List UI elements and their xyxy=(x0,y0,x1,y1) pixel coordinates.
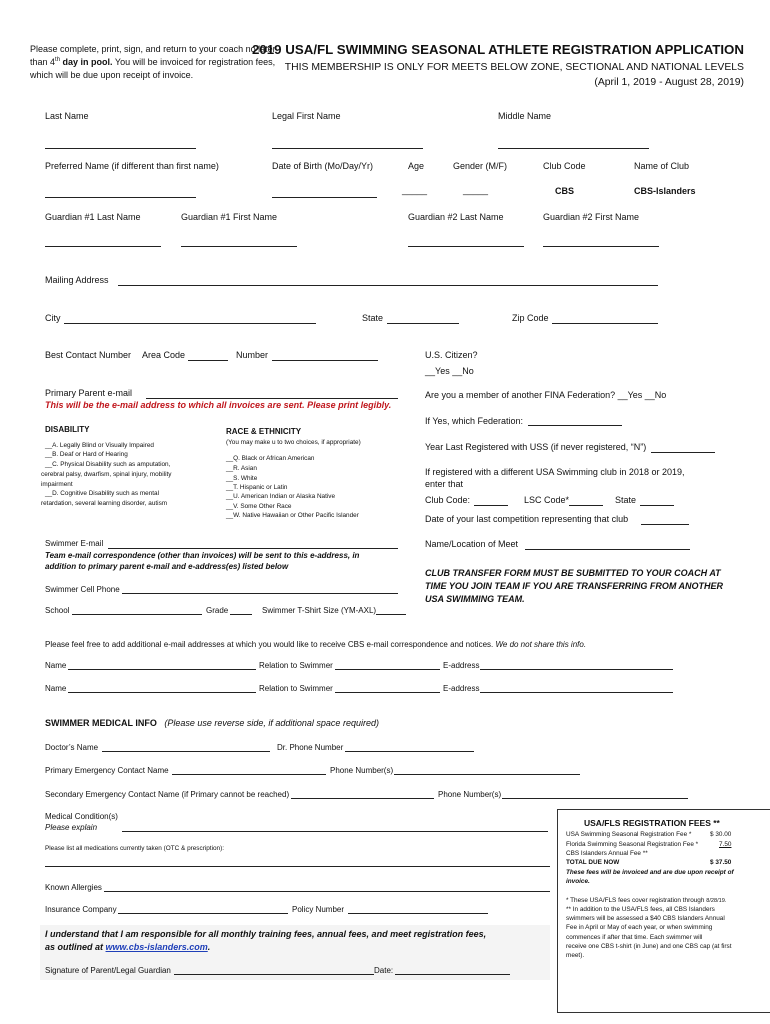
dob-field[interactable] xyxy=(272,197,377,198)
extra-relation-field[interactable] xyxy=(335,669,440,670)
number-field[interactable] xyxy=(272,360,378,361)
race-item[interactable]: __T. Hispanic or Latin xyxy=(226,484,288,491)
transfer-note-3: USA SWIMMING TEAM. xyxy=(425,594,525,604)
fees-footnote-2: receive one CBS t-shirt (in June) and one CBS cap (at first xyxy=(566,943,732,950)
middle-name-field[interactable] xyxy=(498,148,649,149)
fees-footnote-2: swimmers will be assessed a $40 CBS Islanders Annual xyxy=(566,915,725,922)
middle-name-label: Middle Name xyxy=(498,111,552,121)
instructions-line-1: Please complete, print, sign, and return to your coach no later xyxy=(30,44,276,54)
medications-label: Please list all medications currently taken (OTC & prescription): xyxy=(45,845,225,852)
federation-field[interactable] xyxy=(528,425,622,426)
legal-first-name-label: Legal First Name xyxy=(272,111,341,121)
lsc-code-label: LSC Code* xyxy=(524,495,570,505)
federation-label: If Yes, which Federation: xyxy=(425,416,524,426)
extra-name-label: Name xyxy=(45,684,67,693)
primary-phone-label: Phone Number(s) xyxy=(330,766,394,775)
state-label: State xyxy=(362,313,384,323)
secondary-contact-field[interactable] xyxy=(291,798,434,799)
secondary-contact-label: Secondary Emergency Contact Name (if Primary cannot be reached) xyxy=(45,790,290,799)
disability-item[interactable]: __C. Physical Disability such as amputation, xyxy=(45,461,171,468)
instructions-text: than 4 xyxy=(30,57,56,67)
conditions-label: Medical Condition(s) xyxy=(45,812,118,821)
best-contact-label: Best Contact Number xyxy=(45,350,132,360)
club-code-value: CBS xyxy=(555,186,575,196)
mailing-address-label: Mailing Address xyxy=(45,275,109,285)
fees-footnote-text: * These USA/FLS fees cover registration through xyxy=(566,897,705,904)
city-field[interactable] xyxy=(64,323,316,324)
swimmer-email-label: Swimmer E-mail xyxy=(45,539,104,548)
preferred-name-label: Preferred Name (if different than first name) xyxy=(45,161,219,171)
guardian2-first-field[interactable] xyxy=(543,246,659,247)
swimmer-cell-label: Swimmer Cell Phone xyxy=(45,585,120,594)
signature-label: Signature of Parent/Legal Guardian xyxy=(45,966,171,975)
race-item[interactable]: __R. Asian xyxy=(226,465,257,472)
guardian2-last-field[interactable] xyxy=(408,246,524,247)
additional-emails-intro xyxy=(45,640,586,649)
age-field[interactable]: _____ xyxy=(402,185,428,195)
area-code-field[interactable] xyxy=(188,360,228,361)
disability-item[interactable]: __B. Deaf or Hard of Hearing xyxy=(45,451,128,458)
primary-phone-field[interactable] xyxy=(394,774,580,775)
total-amount: $ 37.50 xyxy=(710,859,732,866)
transfer-note: CLUB TRANSFER FORM MUST BE SUBMITTED TO YOUR COACH AT xyxy=(425,568,721,578)
fee-label: CBS Islanders Annual Fee ** xyxy=(566,850,648,857)
allergies-label: Known Allergies xyxy=(45,883,102,892)
swimmer-email-note: Team e-mail correspondence (other than invoices) will be sent to this e-address, in xyxy=(45,551,360,560)
guardian1-first-label: Guardian #1 First Name xyxy=(181,212,278,222)
additional-emails-text: Please feel free to add additional e-mail addresses at which you would like to receive CBS e-mail correspondence and notices. xyxy=(45,640,494,649)
transfer-note-2: TIME YOU JOIN TEAM IF YOU ARE TRANSFERRING FROM ANOTHER xyxy=(425,581,724,591)
instructions-line-2 xyxy=(30,57,275,67)
swimmer-email-note-2: addition to primary parent e-mail and e-address(es) listed below xyxy=(45,562,289,571)
website-link[interactable]: www.cbs-islanders.com xyxy=(105,942,208,952)
us-citizen-label: U.S. Citizen? xyxy=(425,350,478,360)
different-club-label-2: enter that xyxy=(425,479,464,489)
fee-amount: 7.50 xyxy=(719,841,732,848)
signature-field[interactable] xyxy=(174,974,374,975)
parent-email-note: This will be the e-mail address to which all invoices are sent. Please print legibly. xyxy=(45,400,392,410)
form-title: 2019 USA/FL SWIMMING SEASONAL ATHLETE REGISTRATION APPLICATION xyxy=(251,42,744,57)
acknowledgement-prefix: as outlined at xyxy=(45,942,104,952)
last-name-label: Last Name xyxy=(45,111,89,121)
disability-item-cont: cerebral palsy, dwarfism, spinal injury, mobility xyxy=(41,471,172,478)
last-registered-field[interactable] xyxy=(651,452,715,453)
conditions-field[interactable] xyxy=(122,831,548,832)
race-item[interactable]: __Q. Black or African American xyxy=(226,455,315,462)
acknowledgement-text-2: as outlined at www.cbs-islanders.com. xyxy=(45,942,211,952)
instructions-superscript: th xyxy=(55,57,61,63)
extra-eaddress-field[interactable] xyxy=(480,692,673,693)
disability-item[interactable]: __D. Cognitive Disability such as mental xyxy=(45,490,160,497)
club-name-value: CBS-Islanders xyxy=(634,186,696,196)
swimmer-email-field[interactable] xyxy=(108,548,398,549)
guardian1-last-label: Guardian #1 Last Name xyxy=(45,212,141,222)
different-club-label: If registered with a different USA Swimming club in 2018 or 2019, xyxy=(425,467,685,477)
insurance-field[interactable] xyxy=(118,913,288,914)
extra-name-label: Name xyxy=(45,661,67,670)
race-item[interactable]: __W. Native Hawaiian or Other Pacific Islander xyxy=(226,512,359,519)
guardian2-first-label: Guardian #2 First Name xyxy=(543,212,640,222)
primary-contact-label: Primary Emergency Contact Name xyxy=(45,766,169,775)
doctor-field[interactable] xyxy=(102,751,270,752)
form-subtitle: THIS MEMBERSHIP IS ONLY FOR MEETS BELOW ZONE, SECTIONAL AND NATIONAL LEVELS xyxy=(284,62,744,73)
extra-eaddress-field[interactable] xyxy=(480,669,673,670)
disability-item-cont: impairment xyxy=(41,481,73,488)
instructions-bold: day in pool. xyxy=(60,57,113,67)
meet-field[interactable] xyxy=(525,549,690,550)
fina-question[interactable]: Are you a member of another FINA Federation? __Yes __No xyxy=(425,390,667,400)
club-code-2-label: Club Code: xyxy=(425,495,471,505)
dr-phone-label: Dr. Phone Number xyxy=(277,743,344,752)
school-label: School xyxy=(45,606,70,615)
gender-label: Gender (M/F) xyxy=(453,161,508,171)
club-code-label: Club Code xyxy=(543,161,586,171)
age-label: Age xyxy=(408,161,425,171)
fees-footnote-2: commences if after that time. Each swimmer will xyxy=(566,934,703,941)
club-code-2-field[interactable] xyxy=(474,505,508,506)
dob-label: Date of Birth (Mo/Day/Yr) xyxy=(272,161,374,171)
extra-eaddress-label: E-address xyxy=(443,661,480,670)
disability-item[interactable]: __A. Legally Blind or Visually Impaired xyxy=(45,442,154,449)
fees-invoice-note-2: invoice. xyxy=(566,878,590,885)
state-2-label: State xyxy=(615,495,637,505)
swimmer-cell-field[interactable] xyxy=(122,593,398,594)
doctor-label: Doctor’s Name xyxy=(45,743,99,752)
fees-title: USA/FLS REGISTRATION FEES ** xyxy=(584,818,720,828)
lsc-code-field[interactable] xyxy=(569,505,603,506)
guardian1-last-field[interactable] xyxy=(45,246,161,247)
school-field[interactable] xyxy=(72,614,202,615)
last-competition-field[interactable] xyxy=(641,524,689,525)
total-label: TOTAL DUE NOW xyxy=(566,859,620,866)
extra-relation-label: Relation to Swimmer xyxy=(259,684,333,693)
extra-name-field[interactable] xyxy=(68,669,256,670)
tshirt-label: Swimmer T-Shirt Size (YM-AXL) xyxy=(262,606,377,615)
race-note: (You may make u to two choices, if appropriate) xyxy=(226,439,361,446)
medications-field[interactable] xyxy=(45,866,550,867)
preferred-name-field[interactable] xyxy=(45,197,196,198)
medical-heading-line xyxy=(45,718,379,728)
policy-label: Policy Number xyxy=(292,905,345,914)
parent-email-label: Primary Parent e-mail xyxy=(45,388,133,398)
explain-label: Please explain xyxy=(45,823,98,832)
secondary-phone-label: Phone Number(s) xyxy=(438,790,502,799)
secondary-phone-field[interactable] xyxy=(502,798,688,799)
state-2-field[interactable] xyxy=(640,505,674,506)
acknowledgement-text: I understand that I am responsible for all monthly training fees, annual fees, and meet registration fees, xyxy=(45,929,487,939)
grade-label: Grade xyxy=(206,606,229,615)
season-dates: (April 1, 2019 - August 28, 2019) xyxy=(594,77,744,88)
city-label: City xyxy=(45,313,61,323)
guardian1-first-field[interactable] xyxy=(181,246,297,247)
fees-footnote-2: Fee in April or May of each year, or when swimming xyxy=(566,924,713,931)
insurance-label: Insurance Company xyxy=(45,905,117,914)
medical-heading-note: (Please use reverse side, if additional space required) xyxy=(164,718,379,728)
race-heading: RACE & ETHNICITY xyxy=(226,427,302,436)
allergies-field[interactable] xyxy=(104,891,550,892)
extra-relation-field[interactable] xyxy=(335,692,440,693)
date-label: Date: xyxy=(374,966,394,975)
race-item[interactable]: __U. American Indian or Alaska Native xyxy=(226,493,336,500)
fee-label: Florida Swimming Seasonal Registration Fee * xyxy=(566,841,699,848)
state-field[interactable] xyxy=(387,323,459,324)
number-label: Number xyxy=(236,350,269,360)
race-item[interactable]: __S. White xyxy=(226,475,258,482)
legal-first-name-field[interactable] xyxy=(272,148,423,149)
zip-field[interactable] xyxy=(552,323,658,324)
fees-footnote-1 xyxy=(566,897,726,904)
mailing-address-field[interactable] xyxy=(118,285,658,286)
extra-relation-label: Relation to Swimmer xyxy=(259,661,333,670)
disability-heading: DISABILITY xyxy=(45,425,90,434)
extra-name-field[interactable] xyxy=(68,692,256,693)
meet-label: Name/Location of Meet xyxy=(425,539,519,549)
gender-field[interactable]: _____ xyxy=(463,185,489,195)
fee-amount: $ 30.00 xyxy=(710,831,732,838)
club-name-label: Name of Club xyxy=(634,161,690,171)
medical-heading: SWIMMER MEDICAL INFO xyxy=(45,718,157,728)
instructions-text-2: You will be invoiced for registration fees, xyxy=(112,57,276,67)
zip-label: Zip Code xyxy=(512,313,549,323)
primary-contact-field[interactable] xyxy=(172,774,326,775)
fees-footnote-date: 8/28/19. xyxy=(706,898,727,904)
us-citizen-options[interactable]: __Yes __No xyxy=(425,366,474,376)
date-field[interactable] xyxy=(395,974,510,975)
parent-email-field[interactable] xyxy=(146,398,398,399)
extra-eaddress-label: E-address xyxy=(443,684,480,693)
privacy-note: We do not share this info. xyxy=(495,640,587,649)
last-competition-label: Date of your last competition representing that club xyxy=(425,514,629,524)
fees-footnote-2: meet). xyxy=(566,952,585,959)
fee-label: USA Swimming Seasonal Registration Fee * xyxy=(566,831,692,838)
dr-phone-field[interactable] xyxy=(345,751,474,752)
policy-field[interactable] xyxy=(348,913,488,914)
area-code-label: Area Code xyxy=(142,350,186,360)
fees-invoice-note: These fees will be invoiced and are due upon receipt of xyxy=(566,869,734,876)
grade-field[interactable] xyxy=(230,614,252,615)
last-name-field[interactable] xyxy=(45,148,196,149)
last-registered-label: Year Last Registered with USS (if never registered, “N”) xyxy=(425,442,647,452)
guardian2-last-label: Guardian #2 Last Name xyxy=(408,212,504,222)
fees-footnote-2: ** In addition to the USA/FLS fees, all CBS Islanders xyxy=(566,906,715,913)
race-item[interactable]: __V. Some Other Race xyxy=(226,503,292,510)
disability-item-cont: retardation, several learning disorder, autism xyxy=(41,500,168,507)
tshirt-field[interactable] xyxy=(376,614,406,615)
instructions-line-3: which will be due upon receipt of invoice. xyxy=(30,70,194,80)
